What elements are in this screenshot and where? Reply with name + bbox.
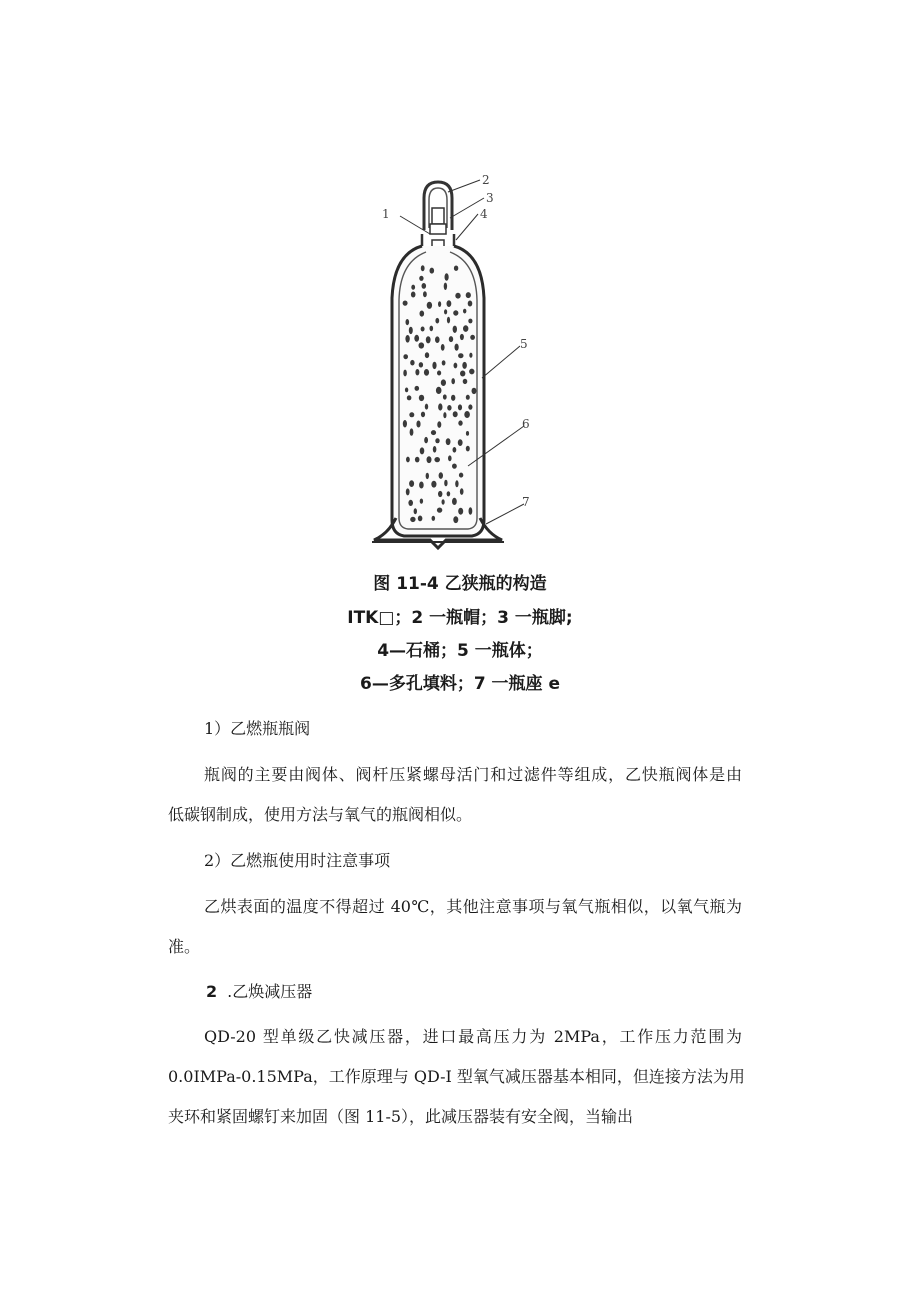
filler-pore <box>436 387 442 394</box>
filler-pore <box>415 457 420 463</box>
filler-pore <box>434 457 440 462</box>
callout-7: 7 <box>522 495 530 509</box>
filler-pore <box>415 369 419 375</box>
filler-pore <box>448 455 452 461</box>
filler-pore <box>437 508 442 513</box>
filler-pore <box>460 488 464 495</box>
filler-pore <box>419 362 423 367</box>
section-title: .乙焕减压器 <box>227 982 313 1001</box>
filler-pore <box>425 404 428 410</box>
filler-pore <box>469 369 474 375</box>
filler-pore <box>403 370 407 377</box>
filler-pore <box>424 369 429 376</box>
filler-pore <box>466 395 470 400</box>
paragraph-usage-line-2: 准。 <box>168 937 201 956</box>
filler-pore <box>409 480 414 487</box>
filler-pore <box>458 439 463 446</box>
filler-pore <box>437 421 441 428</box>
filler-pore <box>423 291 427 297</box>
filler-pore <box>405 335 409 343</box>
filler-pore <box>438 403 442 410</box>
filler-pore <box>407 395 412 400</box>
filler-pore <box>410 360 414 366</box>
filler-pore <box>462 362 467 369</box>
acetylene-cylinder-figure <box>360 168 560 558</box>
filler-pore <box>430 268 435 274</box>
filler-pore <box>414 508 417 514</box>
section-number: 2 <box>206 982 218 1001</box>
filler-pore <box>447 317 450 324</box>
filler-pore <box>420 447 425 454</box>
filler-pore <box>419 395 424 401</box>
filler-pore <box>459 473 463 478</box>
filler-pore <box>445 273 449 280</box>
filler-pore <box>437 371 441 376</box>
filler-pore <box>453 447 457 453</box>
filler-pore <box>443 394 447 399</box>
filler-pore <box>455 293 460 299</box>
filler-pore <box>419 482 424 489</box>
filler-pore <box>449 336 453 342</box>
filler-pore <box>454 266 458 271</box>
filler-pore <box>427 302 432 309</box>
figure-caption-title: 图 11-4 乙狭瓶的构造 <box>373 574 547 594</box>
filler-pore <box>468 301 473 307</box>
figure-caption-line-2: ITK□；2 一瓶帽；3 一瓶脚; <box>347 608 573 628</box>
paragraph-valve-line-2: 低碳钢制成，使用方法与氧气的瓶阀相似。 <box>168 805 473 824</box>
filler-pore <box>453 326 457 333</box>
filler-pore <box>421 412 425 418</box>
filler-pore <box>466 292 471 298</box>
filler-pore <box>403 420 407 427</box>
filler-pore <box>453 310 458 315</box>
filler-pore <box>458 404 462 410</box>
filler-pore <box>419 276 423 281</box>
filler-pore <box>452 464 457 469</box>
filler-pore <box>453 516 458 523</box>
filler-pore <box>432 362 436 369</box>
paragraph-valve-line-1: 瓶阀的主要由阀体、阀杆压紧螺母活门和过滤件等组成，乙快瓶阀体是由 <box>204 765 742 784</box>
callout-2: 2 <box>482 173 490 187</box>
filler-pore <box>431 430 436 435</box>
figure-caption-line-4: 6—多孔填料；7 一瓶座 e <box>359 674 561 694</box>
filler-pore <box>421 327 425 332</box>
filler-pore <box>435 438 439 443</box>
filler-pore <box>408 500 413 506</box>
filler-pore <box>468 404 472 409</box>
callout-1: 1 <box>382 207 390 221</box>
filler-pore <box>469 353 472 358</box>
filler-pore <box>405 388 408 393</box>
filler-pore <box>455 480 458 487</box>
section-heading-regulator <box>206 982 796 1002</box>
filler-pore <box>441 344 445 351</box>
filler-pore <box>420 311 425 317</box>
filler-pore <box>420 499 423 504</box>
filler-pore <box>446 438 451 445</box>
filler-pore <box>403 301 408 306</box>
filler-pore <box>430 326 434 332</box>
filler-pore <box>409 327 413 334</box>
filler-pore <box>451 395 455 401</box>
filler-pore <box>438 491 442 497</box>
filler-pore <box>453 411 458 417</box>
filler-pore <box>410 428 414 435</box>
filler-pore <box>411 285 415 290</box>
paragraph-usage-line-1: 乙烘表面的温度不得超过 40℃，其他注意事项与氧气瓶相似，以氧气瓶为 <box>204 897 742 916</box>
filler-pore <box>463 379 468 384</box>
filler-pore <box>447 491 451 496</box>
filler-pore <box>470 335 475 340</box>
filler-pore <box>403 354 408 359</box>
filler-pore <box>464 411 470 418</box>
filler-pore <box>409 412 414 417</box>
filler-pore <box>418 516 423 522</box>
filler-pore <box>426 336 431 343</box>
filler-pore <box>444 309 447 314</box>
filler-pore <box>422 283 427 289</box>
filler-pore <box>458 420 462 425</box>
filler-pore <box>438 301 441 307</box>
filler-pore <box>455 344 459 351</box>
subheading-valve: 1）乙燃瓶瓶阀 <box>204 719 311 738</box>
filler-pore <box>419 342 425 348</box>
figure-caption-line-3: 4—石桶；5 一瓶体； <box>377 641 543 661</box>
acetylene-cylinder-drawing <box>360 168 560 558</box>
paragraph-regulator-line-2: 0.0IMPa-0.15MPa，工作原理与 QD-I 型氧气减压器基本相同，但连接方法为用 <box>168 1067 745 1086</box>
filler-pore <box>443 412 446 418</box>
filler-pore <box>406 319 410 325</box>
filler-pore <box>439 472 443 479</box>
subheading-usage-notes: 2）乙燃瓶使用时注意事项 <box>204 851 391 870</box>
filler-pore <box>441 379 446 386</box>
filler-pore <box>406 457 410 463</box>
filler-pore <box>442 360 446 365</box>
filler-pore <box>426 473 429 479</box>
filler-pore <box>444 283 447 290</box>
filler-pore <box>414 335 419 342</box>
filler-pore <box>424 437 428 443</box>
filler-pore <box>454 363 458 369</box>
filler-pore <box>472 388 477 394</box>
filler-pore <box>460 371 465 377</box>
filler-pore <box>442 499 445 504</box>
filler-pore <box>463 325 468 332</box>
filler-pore <box>468 319 472 324</box>
callout-6: 6 <box>522 417 530 431</box>
filler-pore <box>466 431 469 436</box>
filler-pore <box>452 498 457 505</box>
filler-pore <box>458 508 463 515</box>
filler-pore <box>451 378 455 384</box>
filler-pore <box>435 318 439 324</box>
filler-pore <box>463 309 466 314</box>
filler-pore <box>458 353 463 358</box>
filler-pore <box>447 300 452 307</box>
filler-pore <box>444 480 447 487</box>
filler-pore <box>431 481 436 488</box>
filler-pore <box>447 405 451 411</box>
filler-pore <box>411 292 416 298</box>
filler-pore <box>435 336 440 343</box>
filler-pore <box>427 456 432 463</box>
filler-pore <box>433 446 437 453</box>
callout-3: 3 <box>486 191 494 205</box>
filler-pore <box>425 352 429 358</box>
filler-pore <box>410 517 415 522</box>
filler-pore <box>421 265 425 271</box>
filler-pore <box>460 334 464 340</box>
filler-pore <box>406 488 410 495</box>
callout-4: 4 <box>480 207 488 221</box>
filler-pore <box>469 507 473 514</box>
filler-pore <box>432 516 436 521</box>
paragraph-regulator-line-1: QD-20 型单级乙快减压器，进口最高压力为 2MPa，工作压力范围为 <box>204 1027 742 1046</box>
callout-5: 5 <box>520 337 528 351</box>
filler-pore <box>416 421 420 428</box>
paragraph-regulator-line-3: 夹环和紧固螺钉来加固（图 11-5），此减压器装有安全阀，当输出 <box>168 1107 634 1126</box>
filler-pore <box>415 386 420 391</box>
filler-pore <box>466 446 470 452</box>
